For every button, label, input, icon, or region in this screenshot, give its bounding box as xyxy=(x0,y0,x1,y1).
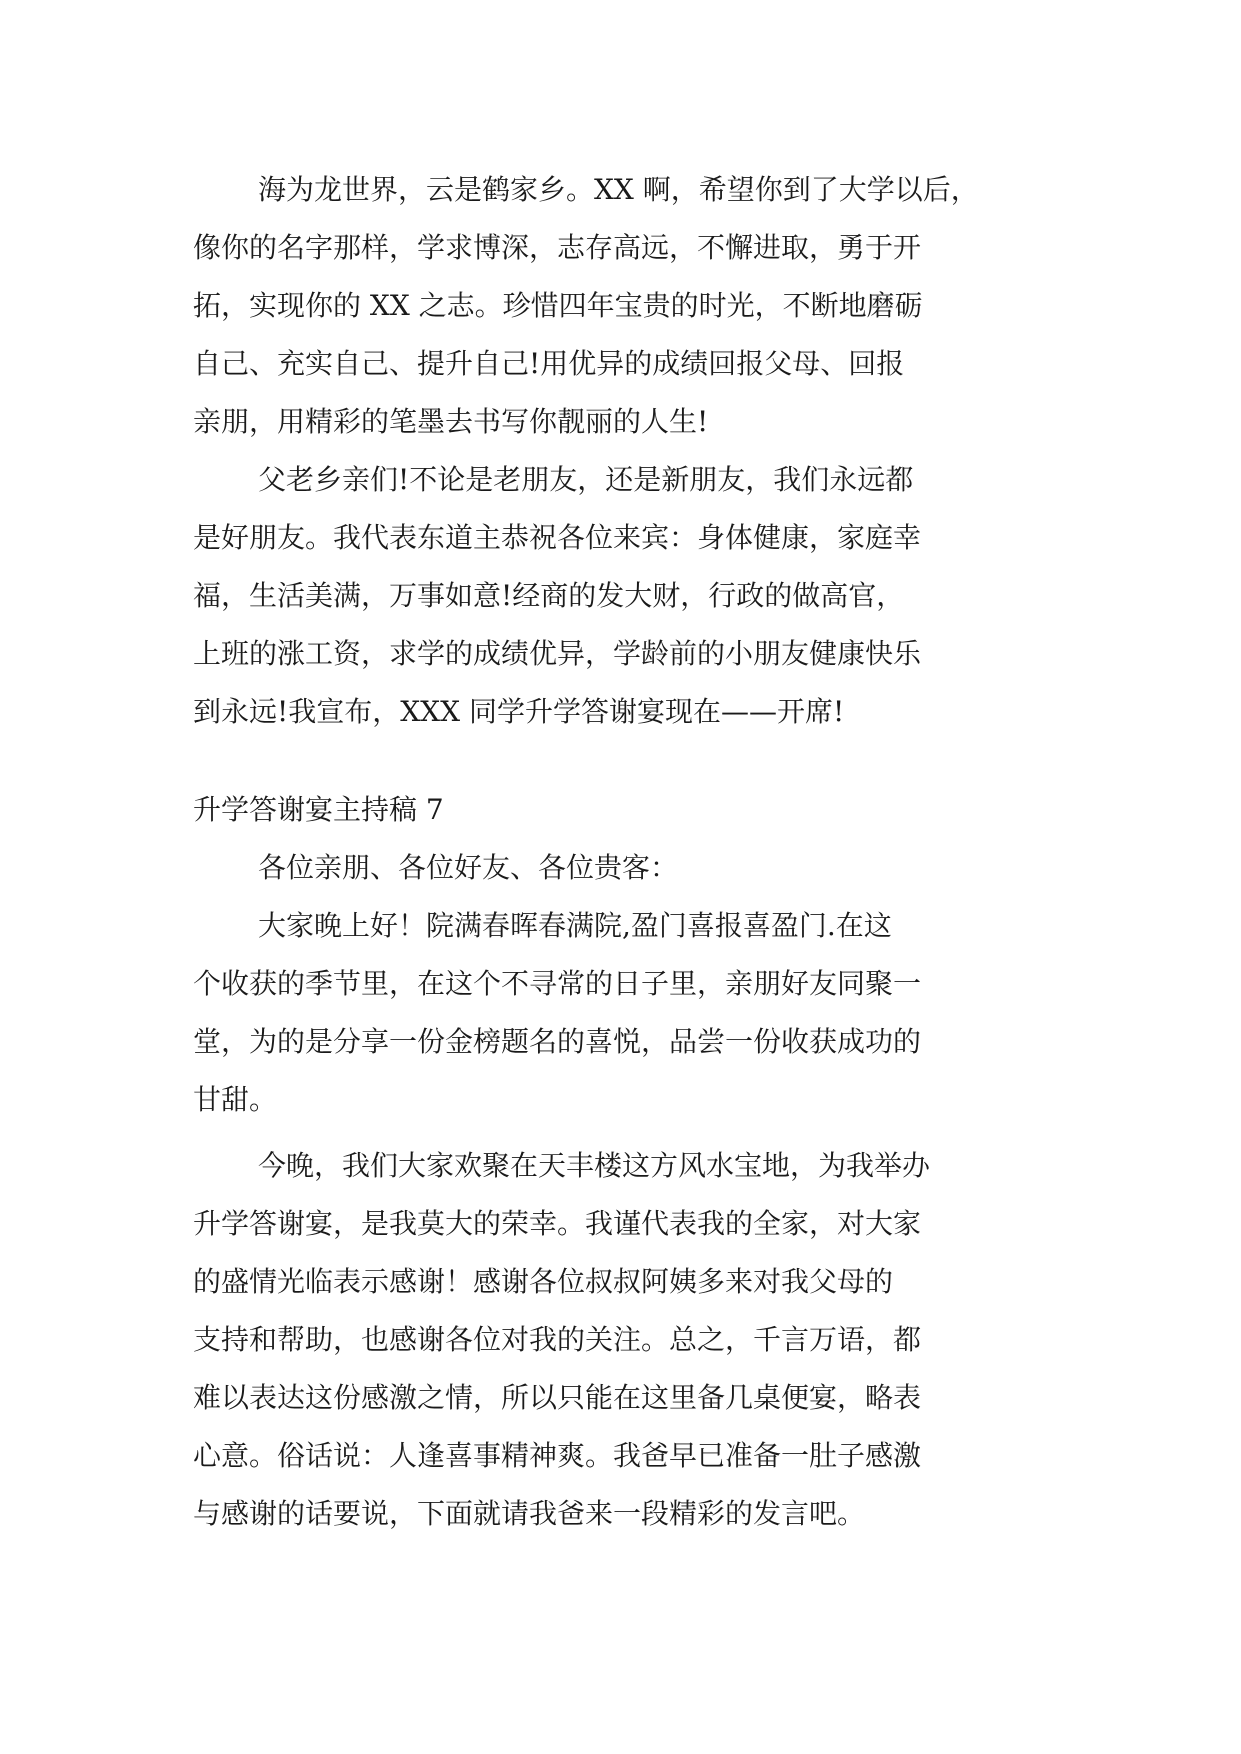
paragraph-line: 支持和帮助，也感谢各位对我的关注。总之，千言万语，都 xyxy=(193,1323,922,1356)
paragraph-line: 父老乡亲们!不论是老朋友，还是新朋友，我们永远都 xyxy=(258,463,914,496)
paragraph-line: 堂，为的是分享一份金榜题名的喜悦，品尝一份收获成功的 xyxy=(193,1025,922,1058)
salutation: 各位亲朋、各位好友、各位贵客： xyxy=(258,851,679,884)
paragraph-line: 甘甜。 xyxy=(193,1083,278,1116)
paragraph-line: 是好朋友。我代表东道主恭祝各位来宾：身体健康，家庭幸 xyxy=(193,521,922,554)
paragraph-line: 大家晚上好！院满春晖春满院,盈门喜报喜盈门.在这 xyxy=(258,909,892,942)
paragraph-line: 自己、充实自己、提升自己!用优异的成绩回报父母、回报 xyxy=(193,347,905,380)
paragraph-line: 今晚，我们大家欢聚在天丰楼这方风水宝地，为我举办 xyxy=(258,1149,931,1182)
paragraph-line: 到永远!我宣布，XXX 同学升学答谢宴现在——开席! xyxy=(193,695,845,728)
paragraph-line: 福，生活美满，万事如意!经商的发大财，行政的做高官， xyxy=(193,579,905,612)
paragraph-line: 的盛情光临表示感谢！感谢各位叔叔阿姨多来对我父母的 xyxy=(193,1265,894,1298)
paragraph-line: 像你的名字那样，学求博深，志存高远，不懈进取，勇于开 xyxy=(193,231,922,264)
paragraph-line: 上班的涨工资，求学的成绩优异，学龄前的小朋友健康快乐 xyxy=(193,637,922,670)
paragraph-line: 个收获的季节里，在这个不寻常的日子里，亲朋好友同聚一 xyxy=(193,967,922,1000)
paragraph-line: 海为龙世界，云是鹤家乡。XX 啊，希望你到了大学以后， xyxy=(258,173,979,206)
paragraph-line: 升学答谢宴，是我莫大的荣幸。我谨代表我的全家，对大家 xyxy=(193,1207,922,1240)
paragraph-line: 心意。俗话说：人逢喜事精神爽。我爸早已准备一肚子感激 xyxy=(193,1439,922,1472)
paragraph-line: 拓，实现你的 XX 之志。珍惜四年宝贵的时光，不断地磨砺 xyxy=(193,289,923,322)
section-heading: 升学答谢宴主持稿 7 xyxy=(193,793,444,826)
paragraph-line: 难以表达这份感激之情，所以只能在这里备几桌便宴，略表 xyxy=(193,1381,922,1414)
paragraph-line: 与感谢的话要说，下面就请我爸来一段精彩的发言吧。 xyxy=(193,1497,866,1530)
paragraph-line: 亲朋，用精彩的笔墨去书写你靓丽的人生! xyxy=(193,405,709,438)
